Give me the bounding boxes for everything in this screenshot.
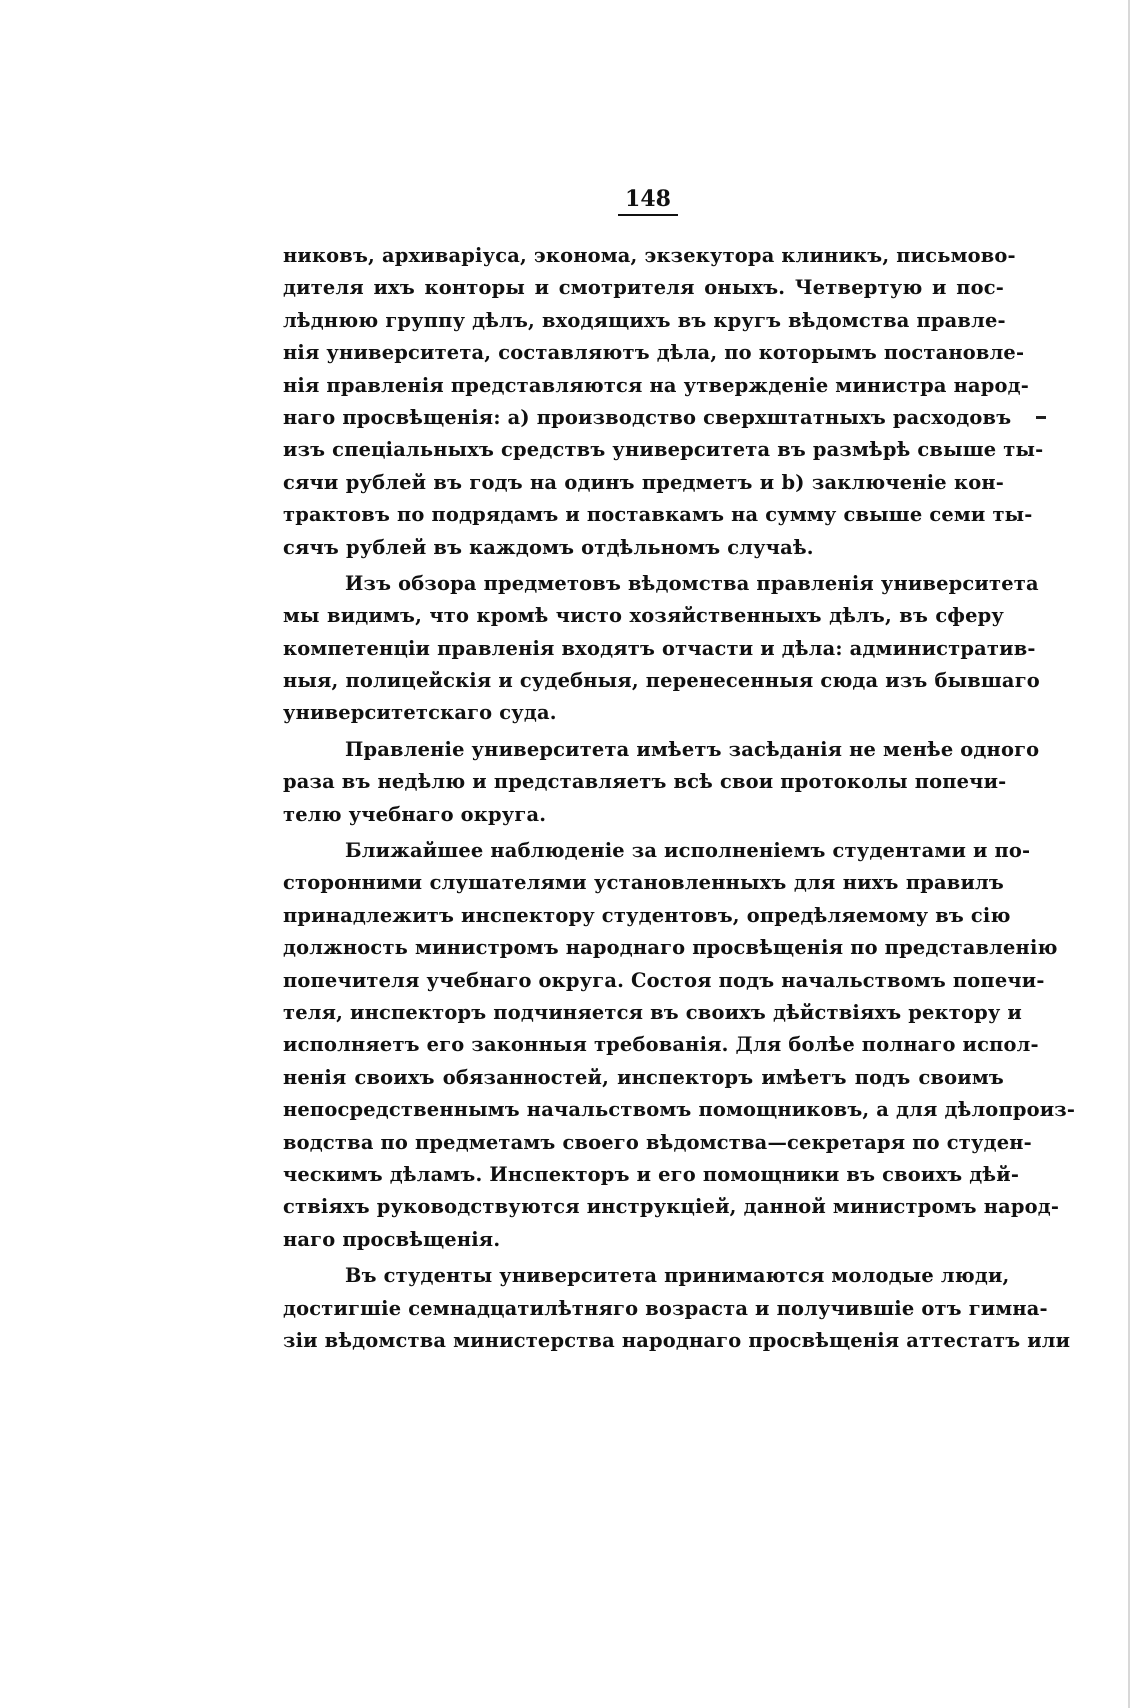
text-line: наго просвѣщенія: а) производство сверхштатныхъ расходовъ <box>283 405 1012 429</box>
text-line: никовъ, архиваріуса, эконома, экзекутора клиникъ, письмово- <box>283 244 1016 267</box>
text-line: непосредственнымъ начальствомъ помощниковъ, а для дѣлопроиз- <box>283 1098 1076 1122</box>
text-line: Ближайшее наблюденіе за исполненіемъ студентами и по- <box>345 839 1031 863</box>
text-line: сторонними слушателями установленныхъ для нихъ правилъ <box>283 871 1004 895</box>
text-line: дителя ихъ конторы и смотрителя оныхъ. Четвертую и пос- <box>283 276 1004 300</box>
text-line: зіи вѣдомства министерства народнаго просвѣщенія аттестатъ или <box>283 1328 1071 1352</box>
text-line: мы видимъ, что кромѣ чисто хозяйственныхъ дѣлъ, въ сферу <box>283 604 1004 628</box>
text-line: раза въ недѣлю и представляетъ всѣ свои протоколы попечи- <box>283 770 1007 794</box>
text-line: Правленіе университета имѣетъ засѣданія не менѣе одного <box>345 737 1040 761</box>
text-line: должность министромъ народнаго просвѣщенія по представленію <box>283 936 1058 960</box>
text-line: ныя, полицейскія и судебныя, перенесенныя сюда изъ бывшаго <box>283 669 1040 693</box>
text-line: ческимъ дѣламъ. Инспекторъ и его помощники въ своихъ дѣй- <box>283 1162 1020 1186</box>
text-line: лѣднюю группу дѣлъ, входящихъ въ кругъ вѣдомства правле- <box>283 308 1006 332</box>
text-line: изъ спеціальныхъ средствъ университета въ размѣрѣ свыше ты- <box>283 438 1044 462</box>
text-line: нія правленія представляются на утвержденіе министра народ- <box>283 373 1030 397</box>
text-line: водства по предметамъ своего вѣдомства—секретаря по студен- <box>283 1130 1032 1154</box>
text-line: университетскаго суда. <box>283 701 557 725</box>
text-line: наго просвѣщенія. <box>283 1227 501 1251</box>
body-text <box>283 240 1076 1357</box>
text-line: сячи рублей въ годъ на одинъ предметъ и b) заключеніе кон- <box>283 470 1004 494</box>
text-line: трактовъ по подрядамъ и поставкамъ на сумму свыше семи ты- <box>283 503 1033 527</box>
text-line: теля, инспекторъ подчиняется въ своихъ дѣйствіяхъ ректору и <box>283 1000 1023 1024</box>
text-line: Въ студенты университета принимаются молодые люди, <box>345 1264 1010 1288</box>
text-line: ствіяхъ руководствуются инструкціей, данной министромъ народ- <box>283 1195 1060 1219</box>
text-line: ненія своихъ обязанностей, инспекторъ имѣетъ подъ своимъ <box>283 1065 1004 1089</box>
text-line: Изъ обзора предметовъ вѣдомства правленія университета <box>345 571 1039 595</box>
text-line: исполняетъ его законныя требованія. Для болѣе полнаго испол- <box>283 1033 1039 1057</box>
text-line: принадлежитъ инспектору студентовъ, опредѣляемому въ сію <box>283 903 1011 927</box>
text-line: телю учебнаго округа. <box>283 802 547 826</box>
scan-artifact-mark <box>1036 416 1046 419</box>
text-line: сячъ рублей въ каждомъ отдѣльномъ случаѣ. <box>283 535 814 559</box>
text-line: компетенціи правленія входятъ отчасти и дѣла: административ- <box>283 636 1036 660</box>
page-number: 148 <box>618 186 678 216</box>
text-line: попечителя учебнаго округа. Состоя подъ начальствомъ попечи- <box>283 968 1045 992</box>
text-line: достигшіе семнадцатилѣтняго возраста и получившіе отъ гимна- <box>283 1296 1048 1320</box>
text-line: нія университета, составляютъ дѣла, по которымъ постановле- <box>283 341 1025 365</box>
scan-edge-line <box>1128 0 1130 1708</box>
